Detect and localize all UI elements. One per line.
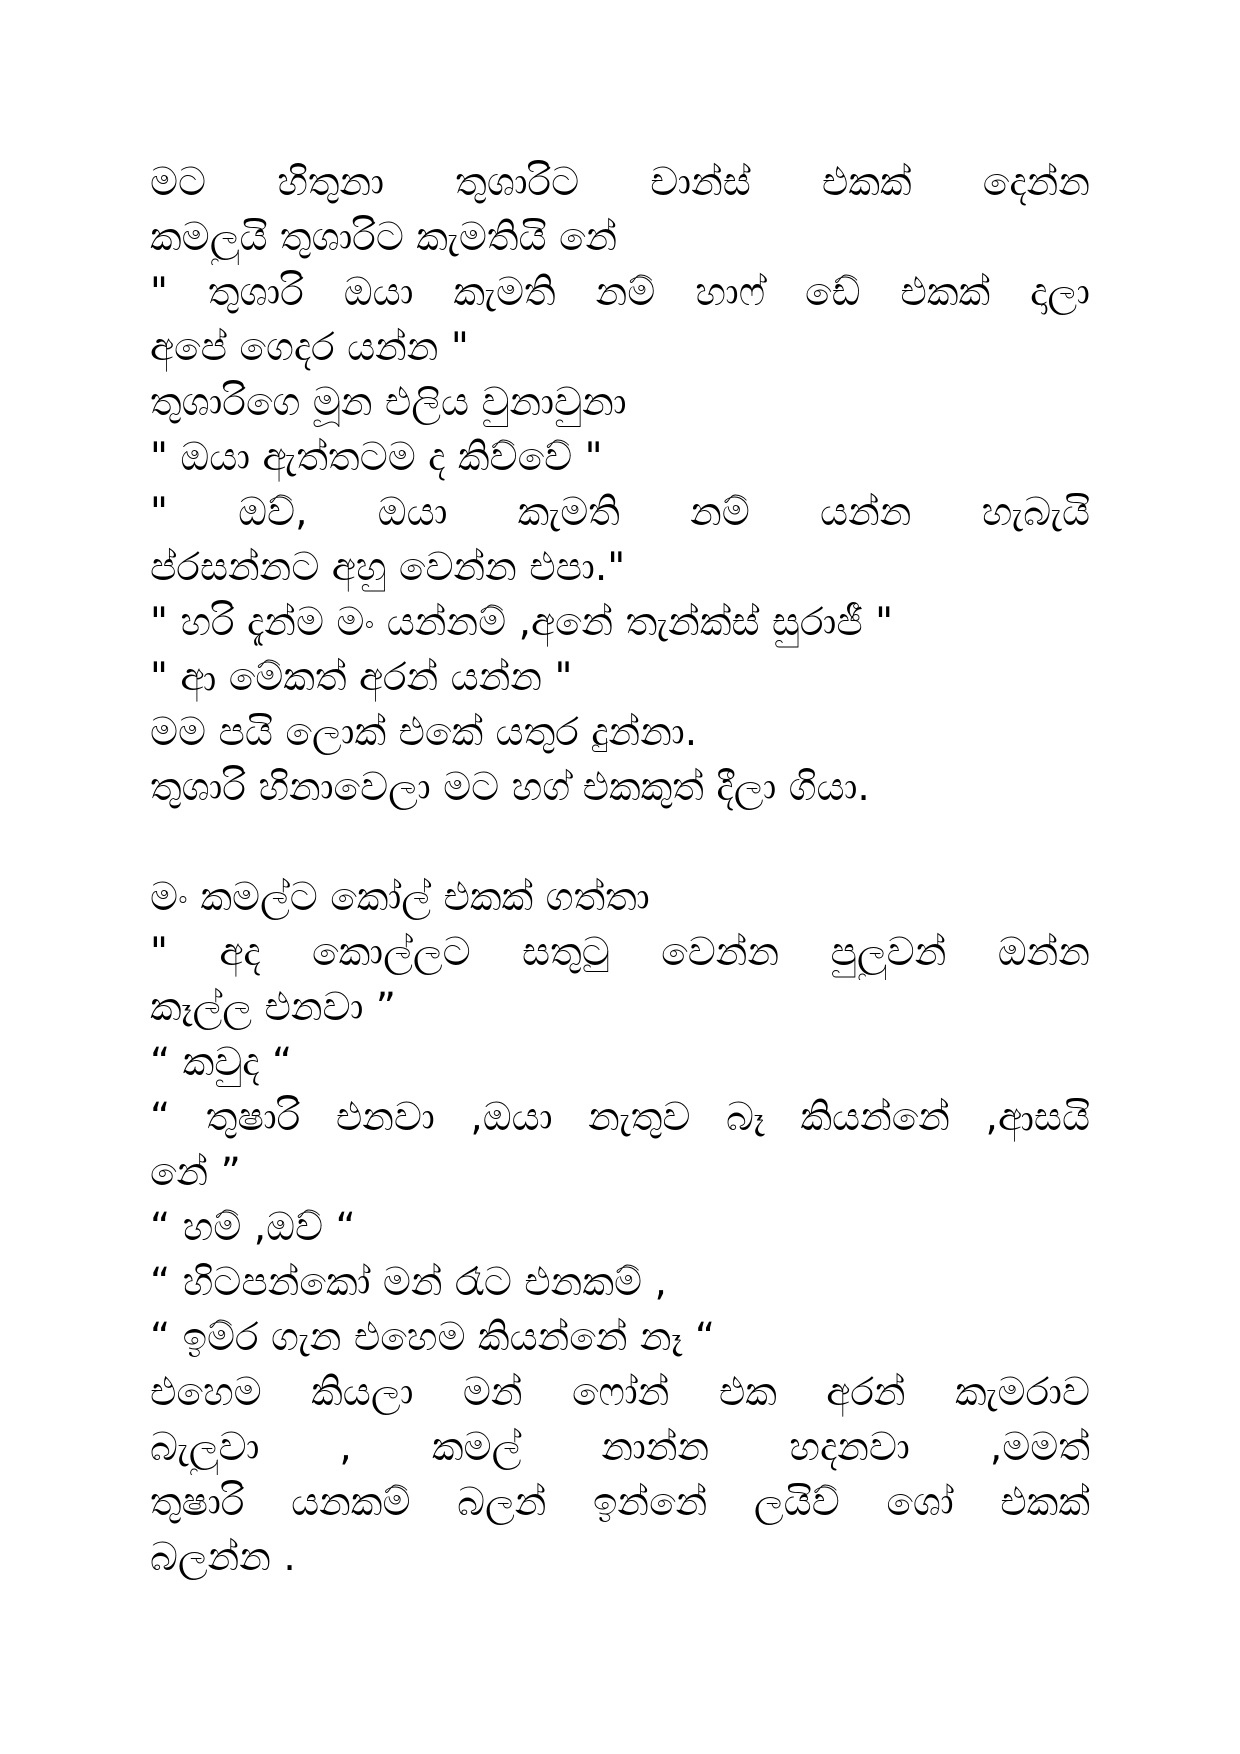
text-line: " අද කොල්ලට සතුටු වෙන්න පුලුවන් ඔන්න (150, 930, 1090, 975)
paragraph-2 (150, 870, 1090, 1585)
text-line: ප්රසන්නට අහු වෙන්න එපා." (150, 545, 626, 590)
text-line: " තුශාරි ඔයා කැමති නම් හාෆ් ඩේ එකක් දාලා (150, 270, 1090, 315)
text-line: “ කවුද “ (150, 1040, 293, 1085)
paragraph-1 (150, 155, 1090, 815)
text-line: “ හම් ,ඔව් “ (150, 1205, 356, 1250)
text-line: එහෙම කියලා මන් ෆෝන් එක අරන් කැමරාව (150, 1370, 1090, 1415)
text-line: තුශාරිගෙ මූන එලිය වුනාවුනා (150, 380, 627, 425)
text-line: මම පයි ලොක් එකේ යතුර දුන්නා. (150, 710, 698, 755)
text-line: තුෂාරි යනකම් බලන් ඉන්නේ ලයිව් ශෝ එකක් (150, 1480, 1090, 1525)
text-line: මං කමල්ට කෝල් එකක් ගත්තා (150, 875, 650, 920)
text-line: " හරි දැන්ම මං යන්නම් ,අනේ තැන්ක්ස් සුරාජී " (150, 600, 894, 645)
text-line: කෑල්ල එනවා ” (150, 985, 397, 1030)
text-line: " ආ මේකත් අරන් යන්න " (150, 655, 573, 700)
text-line: “ ඉම්ර ගැන එහෙම කියන්නේ නෑ “ (150, 1315, 716, 1360)
text-line: මට හිතුනා තුශාරිට චාන්ස් එකක් දෙන්න (150, 160, 1090, 205)
text-line: බලන්න . (150, 1535, 296, 1580)
text-line: අපේ ගෙදර යන්න " (150, 325, 469, 370)
text-line: " ඔව්, ඔයා කැමති නම් යන්න හැබැයි (150, 490, 1090, 535)
text-line: කමලුයි තුශාරිට කැමතියි නේ (150, 215, 618, 260)
text-line: “ හිටපන්කෝ මන් රෑට එනකම් , (150, 1260, 667, 1305)
text-line: නේ ” (150, 1150, 241, 1195)
text-line: තුශාරි හිනාවෙලා මට හග් එකකුත් දීලා ගියා. (150, 765, 870, 810)
text-line: " ඔයා ඇත්තටම ද කිව්වේ " (150, 435, 603, 480)
text-line: “ තුෂාරි එනවා ,ඔයා නැතුව බෑ කියන්නේ ,ආසයි (150, 1095, 1090, 1140)
text-line: බැලුවා , කමල් නාන්න හදනවා ,මමත් (150, 1425, 1090, 1470)
